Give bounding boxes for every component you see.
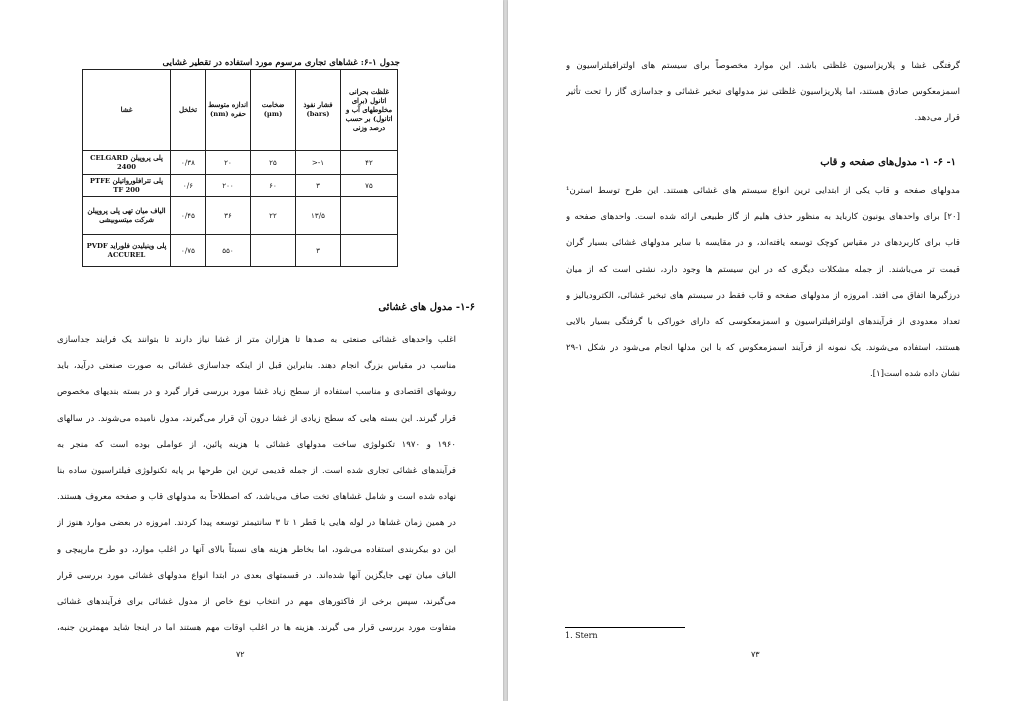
table-cell: ۰/۷۵: [171, 235, 206, 267]
table-cell: ۲۵: [251, 151, 296, 175]
text-line: متفاوت مورد بررسی قرار می گیرند. هزینه ها در اغلب اوقات مهم هستند اما در اینجا شاید مهمترین جنبه،: [57, 623, 456, 634]
footnote-separator: [565, 627, 685, 628]
table-row: [83, 151, 398, 175]
table-cell: [251, 235, 296, 267]
left-page: [0, 0, 503, 701]
text-line: قیمت تر می‌باشند. از جمله مشکلات دیگری که در این سیستم ها وجود دارد، نشتی است که از میان: [566, 264, 960, 275]
table-cell: ۳: [296, 235, 341, 267]
table-header: اندازه متوسط حفره (nm): [206, 70, 251, 151]
page-number: ۷۳: [751, 650, 760, 659]
table-cell: ۲۰۰: [206, 175, 251, 197]
table-cell: ۰/۴۵: [171, 197, 206, 235]
text-line: نهاده شده است و شامل غشاهای تخت صاف می‌باشد، که اصطلاحاً به مدولهای قاب و صفحه معروف هستند.: [57, 492, 456, 503]
table-cell: ۰/۳۸: [171, 151, 206, 175]
table-cell: ۱۳/۵: [296, 197, 341, 235]
text-line: الیاف میان تهی جایگزین آنها شده‌اند. در قسمتهای بعدی در ابتدا انواع مدولهای غشائی مورد بررسی قرار: [57, 570, 456, 581]
table-cell: ۴۲: [341, 151, 398, 175]
text-line: مناسب در مقیاس بزرگ انجام دهند. بنابراین قبل از اینکه جداسازی غشائی به صورت صنعتی درآید، باید: [57, 361, 456, 372]
table-cell: ۱-<: [296, 151, 341, 175]
table-cell: ۲۰: [206, 151, 251, 175]
text-line: قرار گیرند. این بسته هایی که سطح زیادی از غشا درون آن قرار می‌گیرند، مدول نامیده می‌شوند. در سالهای: [57, 413, 456, 424]
table-header: ضخامت (µm): [251, 70, 296, 151]
table-cell: پلی پروپیلن CELGARD 2400: [83, 151, 171, 175]
text-line: این دو بیکربندی استفاده می‌شود، اما بخاطر هزینه های نسبتاً بالای آنها در اغلب موارد، دو طرح مارپیچی و: [57, 544, 456, 555]
table-cell: ۲۲: [251, 197, 296, 235]
page-number: ۷۲: [236, 650, 245, 659]
text-line: گرفتگی غشا و پلاریزاسیون غلظتی باشد. این موارد مخصوصاً برای سیستم های اولترافیلتراسیون و: [566, 61, 960, 71]
text-line: اغلب واحدهای غشائی صنعتی به صدها تا هزاران متر از غشا نیاز دارند تا بتوانند یک فرایند جداسازی: [57, 335, 456, 345]
table-cell: الیاف میان تهی پلی پروپیلن شرکت میتسوبیشی: [83, 197, 171, 235]
text-line: مدولهای صفحه و قاب یکی از ابتدایی ترین انواع سیستم های غشائی هستند. این طرح توسط استرن¹: [566, 186, 960, 196]
body-paragraph: [566, 178, 960, 388]
table-cell: ۳۶: [206, 197, 251, 235]
table-cell: ۵۵۰: [206, 235, 251, 267]
table-row: [83, 197, 398, 235]
footnote: 1. Stern: [565, 631, 598, 640]
table-cell: ۰/۶: [171, 175, 206, 197]
table-header: غشا: [83, 70, 171, 151]
right-page: [508, 0, 1016, 701]
table-row: [83, 175, 398, 197]
text-line: ۱۹۶۰ و ۱۹۷۰ تکنولوژی ساخت مدولهای غشائی با هزینه پائین، از عواملی بوده است که منجر به: [57, 439, 456, 450]
text-line: [۲۰] برای واحدهای یونیون کارباید به منظور حذف هلیم از گاز طبیعی ارائه شده است. واحدهای صفحه و: [566, 212, 960, 223]
table-row: [83, 235, 398, 267]
text-line: قرار می‌دهد.: [914, 113, 960, 124]
intro-paragraph: [566, 53, 960, 132]
table-header: غلظت بحرانی اتانول (برای مخلوطهای آب و اتانول) بر حسب درصد وزنی: [341, 70, 398, 151]
text-line: درزگیرها اتفاق می افتد. امروزه از مدولهای صفحه و قاب فقط در سیستم های تبخیر غشائی، الکترودیالیز و: [566, 290, 960, 301]
table-cell: پلی تترافلورواتیلن PTFE TF 200: [83, 175, 171, 197]
table-cell: [341, 197, 398, 235]
table-header: تخلخل: [171, 70, 206, 151]
section-heading: ۱-۶- مدول های غشائی: [378, 302, 475, 313]
text-line: روشهای اقتصادی و مناسب استفاده از سطح زیاد غشا مورد بررسی قرار گیرد و در بسته بندیهای مخصوص: [57, 387, 456, 398]
text-line: اسمزمعکوس صادق هستند، اما پلاریزاسیون غلظتی نیز مدولهای تبخیر غشائی و جداسازی گاز را تحت تأثیر: [566, 87, 960, 98]
table-header: فشار نفوذ (bars): [296, 70, 341, 151]
table-cell: ۷۵: [341, 175, 398, 197]
table-caption: جدول ۱-۶: غشاهای تجاری مرسوم مورد استفاده در تقطیر غشایی: [162, 58, 400, 68]
table-cell: ۳: [296, 175, 341, 197]
text-line: فرآیندهای غشائی تجاری شده است. از جمله قدیمی ترین این طرحها بر پایه تکنولوژی فیلتراسیون ساده بنا: [57, 465, 456, 476]
table-cell: پلی وینیلیدن فلوراید PVDF ACCUREL: [83, 235, 171, 267]
text-line: می‌گیرند، سپس برخی از فاکتورهای مهم در انتخاب نوع خاص از مدول غشائی برای فرآیندهای غشائی: [57, 596, 456, 607]
text-line: نشان داده شده است[۱].: [869, 369, 960, 380]
text-line: تعداد معدودی از فرآیندهای اولترافیلتراسیون و اسمزمعکوسی که دارای خوراکی با گرفتگی بسیار بالایی: [566, 316, 960, 327]
membranes-table: [82, 69, 398, 267]
text-line: قاب برای کاربردهای در مقیاس کوچک توسعه یافته‌اند، و در مقایسه با سایر مدولهای غشائی بسیار گران: [566, 238, 960, 249]
body-paragraph: [57, 327, 456, 641]
table-header-row: [83, 70, 398, 151]
text-line: هستند، استفاده می‌شوند. یک نمونه از فرآیند اسمزمعکوس که با این مدلها انجام می‌شود در شکل ۱-۲۹: [566, 343, 960, 354]
table-cell: [341, 235, 398, 267]
table-cell: ۶۰: [251, 175, 296, 197]
section-heading: ۱- ۶- ۱- مدول‌های صفحه و قاب: [820, 157, 956, 168]
text-line: در همین زمان غشاها در لوله هایی با قطر ۱ تا ۳ سانتیمتر توسعه پیدا کردند. امروزه در بعضی موارد هنوز از: [57, 518, 456, 529]
